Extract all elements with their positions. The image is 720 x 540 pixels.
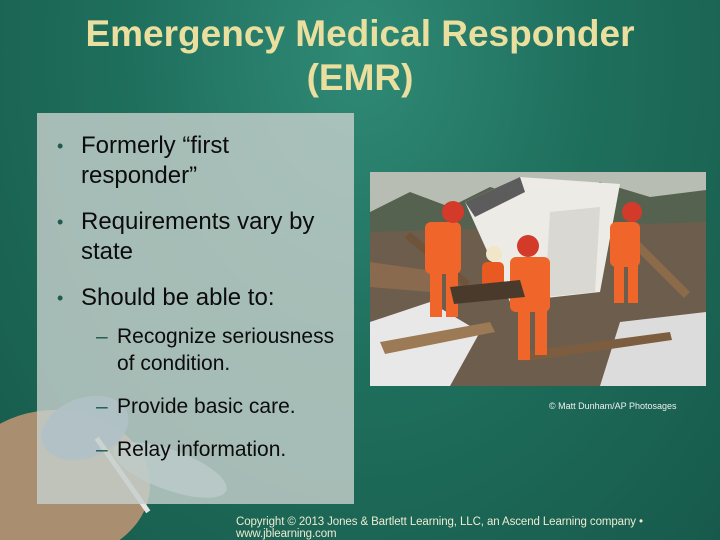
bullet-text: Requirements vary by state xyxy=(81,208,315,265)
rescue-scene-illustration xyxy=(370,172,706,386)
sub-bullet-marker: – xyxy=(96,395,108,418)
copyright-footer: Copyright © 2013 Jones & Bartlett Learning, LLC, an Ascend Learning company • www.jblearning.com xyxy=(236,516,643,540)
sub-bullet-item xyxy=(57,436,347,463)
sub-bullet-marker: – xyxy=(96,438,108,461)
bullet-marker: • xyxy=(57,212,64,232)
bullet-item xyxy=(57,283,347,313)
sub-bullet-marker: – xyxy=(96,325,108,348)
title-line-2: (EMR) xyxy=(306,57,414,98)
bullet-text: Should be able to: xyxy=(81,284,275,311)
title-line-1: Emergency Medical Responder xyxy=(85,13,635,54)
sub-bullet-item xyxy=(57,393,347,420)
bullet-marker: • xyxy=(57,136,64,156)
sub-bullet-text: Relay information. xyxy=(117,438,287,461)
bullet-item xyxy=(57,207,347,267)
bullet-text: Formerly “first responder” xyxy=(81,132,229,189)
slide-title xyxy=(20,12,700,100)
bullet-list xyxy=(57,131,347,479)
sub-bullet-item xyxy=(57,323,347,377)
sub-bullet-text: Recognize seriousness of condition. xyxy=(117,325,335,375)
photo-credit: © Matt Dunham/AP Photosages xyxy=(549,401,677,411)
rescue-workers-photo xyxy=(370,172,706,386)
bullet-item xyxy=(57,131,347,191)
bullet-marker: • xyxy=(57,288,64,308)
sub-bullet-text: Provide basic care. xyxy=(117,395,296,418)
